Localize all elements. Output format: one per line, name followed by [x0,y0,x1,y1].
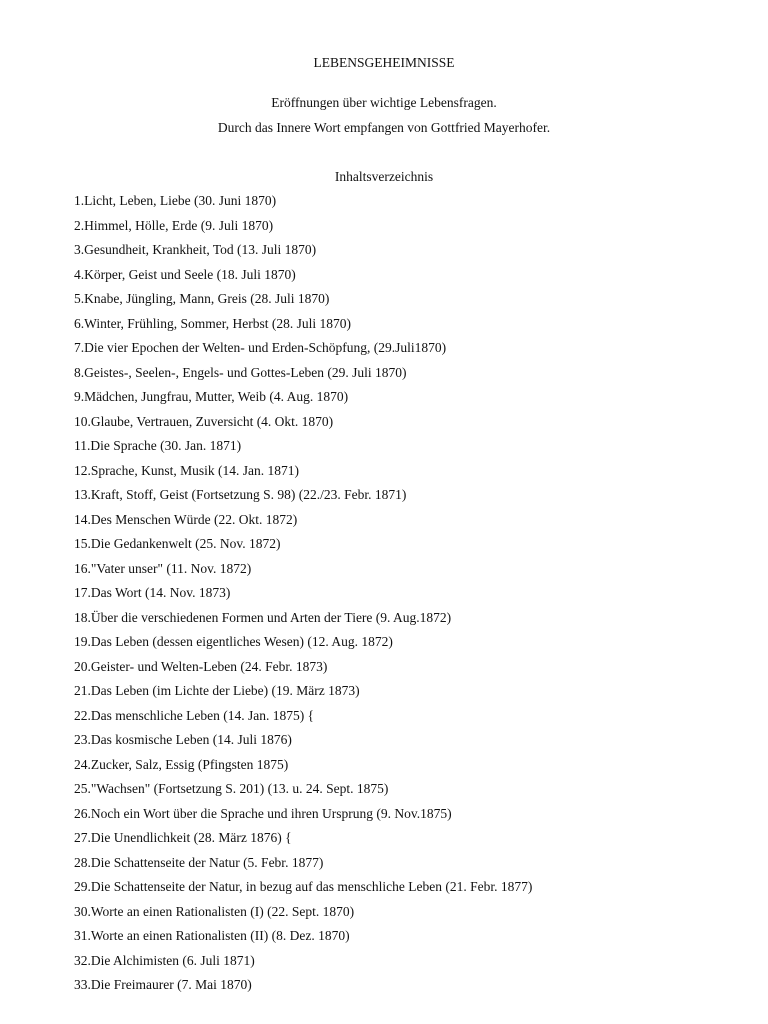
toc-entry: 9.Mädchen, Jungfrau, Mutter, Weib (4. Aug. 1870) [74,389,349,404]
toc-entry: 25."Wachsen" (Fortsetzung S. 201) (13. u. 24. Sept. 1875) [74,781,389,796]
toc-entry: 19.Das Leben (dessen eigentliches Wesen) (12. Aug. 1872) [74,634,393,649]
toc-entry: 16."Vater unser" (11. Nov. 1872) [74,560,252,576]
toc-entry: 22.Das menschliche Leben (14. Jan. 1875) { [74,707,315,723]
toc-entry: 12.Sprache, Kunst, Musik (14. Jan. 1871) [74,462,299,478]
toc-entry: 5.Knabe, Jüngling, Mann, Greis (28. Juli 1870) [74,291,330,306]
toc-entry: 33.Die Freimaurer (7. Mai 1870) [74,977,252,992]
toc-entry: 30.Worte an einen Rationalisten (I) (22. Sept. 1870) [74,903,355,919]
toc-entry: 11.Die Sprache (30. Jan. 1871) [74,438,242,453]
document-title: LEBENSGEHEIMNISSE [313,55,455,70]
toc-list [74,191,532,1000]
toc-entry: 15.Die Gedankenwelt (25. Nov. 1872) [74,536,281,551]
toc-entry: 10.Glaube, Vertrauen, Zuversicht (4. Okt. 1870) [74,413,334,429]
toc-entry: 1.Licht, Leben, Liebe (30. Juni 1870) [74,193,277,208]
toc-entry: 21.Das Leben (im Lichte der Liebe) (19. März 1873) [74,683,360,698]
toc-entry: 31.Worte an einen Rationalisten (II) (8. Dez. 1870) [74,928,350,943]
toc-entry: 32.Die Alchimisten (6. Juli 1871) [74,952,255,968]
toc-entry: 29.Die Schattenseite der Natur, in bezug auf das menschliche Leben (21. Febr. 1877) [74,879,533,894]
toc-entry: 2.Himmel, Hölle, Erde (9. Juli 1870) [74,217,274,233]
toc-entry: 4.Körper, Geist und Seele (18. Juli 1870) [74,266,296,282]
toc-entry: 3.Gesundheit, Krankheit, Tod (13. Juli 1870) [74,242,317,257]
toc-entry: 17.Das Wort (14. Nov. 1873) [74,585,231,600]
toc-entry: 14.Des Menschen Würde (22. Okt. 1872) [74,511,298,527]
toc-heading: Inhaltsverzeichnis [334,169,434,184]
toc-entry: 27.Die Unendlichkeit (28. März 1876) { [74,830,292,845]
toc-entry: 13.Kraft, Stoff, Geist (Fortsetzung S. 98) (22./23. Febr. 1871) [74,487,407,502]
toc-entry: 24.Zucker, Salz, Essig (Pfingsten 1875) [74,756,289,772]
document-subtitle-line-2: Durch das Innere Wort empfangen von Gottfried Mayerhofer. [217,120,551,135]
toc-entry: 8.Geistes-, Seelen-, Engels- und Gottes-Leben (29. Juli 1870) [74,364,407,380]
toc-entry: 7.Die vier Epochen der Welten- und Erden-Schöpfung, (29.Juli1870) [74,340,447,355]
document-subtitle-line-1: Eröffnungen über wichtige Lebensfragen. [271,95,497,110]
toc-entry: 6.Winter, Frühling, Sommer, Herbst (28. Juli 1870) [74,315,351,331]
toc-entry: 23.Das kosmische Leben (14. Juli 1876) [74,732,292,747]
toc-entry: 18.Über die verschiedenen Formen und Arten der Tiere (9. Aug.1872) [74,609,452,625]
toc-entry: 26.Noch ein Wort über die Sprache und ihren Ursprung (9. Nov.1875) [74,805,452,821]
toc-entry: 20.Geister- und Welten-Leben (24. Febr. 1873) [74,658,328,674]
toc-entry: 28.Die Schattenseite der Natur (5. Febr. 1877) [74,854,324,870]
